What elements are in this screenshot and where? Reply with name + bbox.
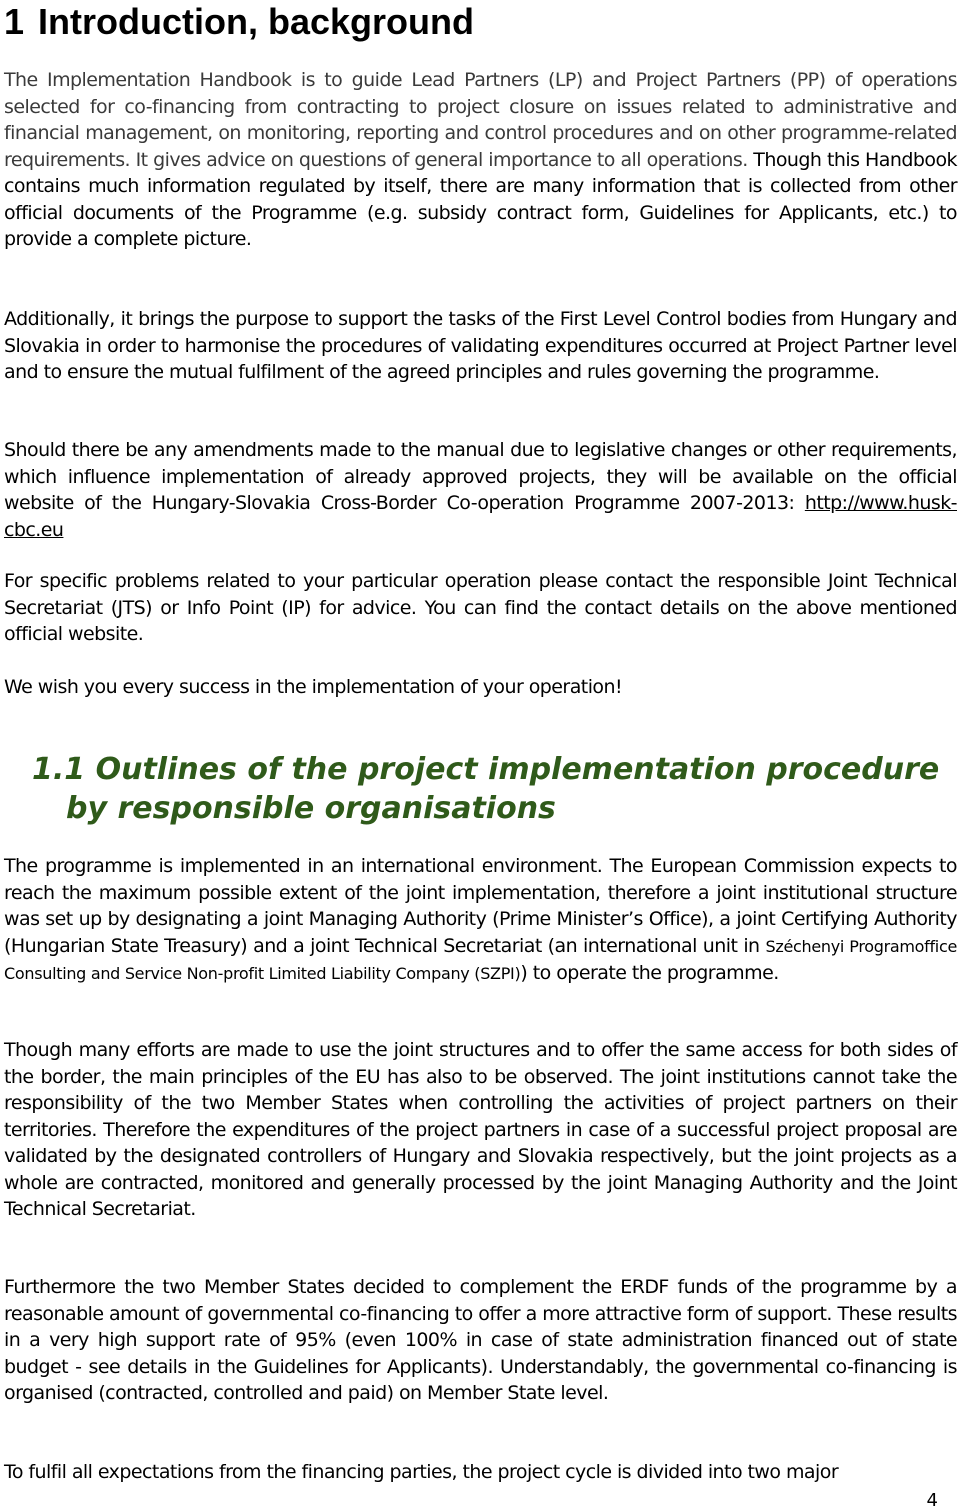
subsection-heading-line1: 1.1 Outlines of the project implementation procedure — [32, 752, 940, 787]
website-link[interactable]: http://www.husk-cbc.eu — [4, 492, 957, 541]
paragraph-additionally: Additionally, it brings the purpose to support the tasks of the First Level Control bodies from Hungary and Slovakia in order to harmonise the procedures of validating expenditures occurred at Project Partner level and to ensure the mutual fulfilment of the agreed principles and rules governing the programme. — [4, 308, 957, 383]
paragraph-joint-structures: Though many efforts are made to use the joint structures and to offer the same access for both sides of the border, the main principles of the EU has also to be observed. The joint institutions cannot take the responsibility of the two Member States when controlling the activities of project partners on their territories. Therefore the expenditures of the project partners in case of a successful project proposal are validated by the designated controllers of Hungary and Slovakia respectively, but the joint projects as a whole are contracted, monitored and generally processed by the joint Managing Authority and the Joint Technical Secretariat. — [4, 1039, 957, 1220]
subsection-heading — [32, 750, 939, 828]
organisation-name: Széchenyi Programoffice Consulting and Service Non-profit Limited Liability Company (SZPI) — [4, 936, 957, 983]
paragraph-wish: We wish you every success in the implementation of your operation! — [4, 676, 623, 698]
paragraph-programme — [4, 853, 957, 988]
section-heading — [4, 0, 474, 44]
paragraph-contact: For specific problems related to your particular operation please contact the responsible Joint Technical Secretariat (JTS) or Info Point (IP) for advice. You can find the contact details on the above mentioned official website. — [4, 570, 957, 645]
subsection-heading-line2: by responsible organisations — [66, 791, 556, 826]
section-number: 1 — [4, 1, 25, 42]
paragraph-co-financing: Furthermore the two Member States decided to complement the ERDF funds of the programme by a reasonable amount of governmental co-financing to offer a more attractive form of support. These results in a very high support rate of 95% (even 100% in case of state administration financed out of state budget - see details in the Guidelines for Applicants). Understandably, the governmental co-financing is organised (contracted, controlled and paid) on Member State level. — [4, 1276, 957, 1404]
paragraph-intro-part2: Though this Handbook contains much information regulated by itself, there are many information that is collected from other official documents of the Programme (e.g. subsidy contract form, Guidelines for Applicants, etc.) to provide a complete picture. — [4, 148, 957, 250]
paragraph-amendments-text: Should there be any amendments made to the manual due to legislative changes or other requirements, which influence implementation of already approved projects, they will be available on the official website of the Hungary-Slovakia Cross-Border Co-operation Programme 2007-2013: — [4, 439, 957, 514]
paragraph-amendments — [4, 437, 957, 543]
section-title: Introduction, background — [38, 1, 475, 42]
paragraph-project-cycle: To fulfil all expectations from the financing parties, the project cycle is divided into two major — [4, 1461, 839, 1483]
paragraph-programme-text: The programme is implemented in an international environment. The European Commission expects to reach the maximum possible extent of the joint implementation, therefore a joint institutional structure was set up by designating a joint Managing Authority (Prime Minister’s Office), a joint Certifying Authority (Hungarian State Treasury) and a joint Technical Secretariat (an international unit in — [4, 855, 957, 957]
paragraph-intro-part1: The Implementation Handbook is to guide Lead Partners (LP) and Project Partners (PP) of operations selected for co-financing from contracting to project closure on issues related to administrative and financial management, on monitoring, reporting and control procedures and on other programme-related requirements. It gives advice on questions of general importance to all operations. — [4, 69, 957, 171]
paragraph-programme-tail: ) to operate the programme. — [520, 962, 779, 984]
page-number: 4 — [926, 1490, 938, 1511]
paragraph-intro — [4, 67, 957, 253]
